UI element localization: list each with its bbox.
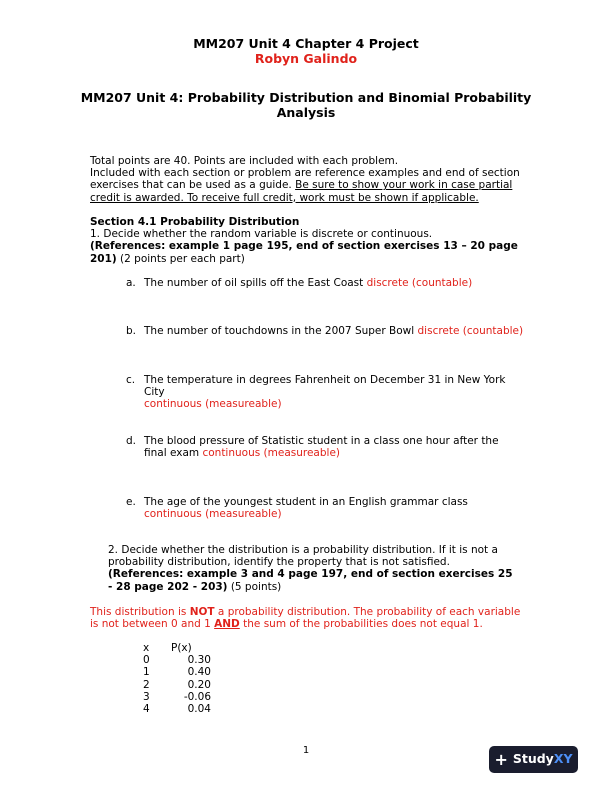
item-answer: continuous (measureable): [199, 447, 341, 460]
cell-px: 0.04: [187, 703, 211, 716]
item-label: b.: [126, 325, 137, 337]
question-1-text: 1. Decide whether the random variable is discrete or continuous.: [90, 228, 433, 241]
table-row: [143, 666, 211, 678]
studyxy-badge[interactable]: [489, 746, 578, 773]
answer-part-3: the sum of the probabilities does not equal 1.: [239, 618, 483, 631]
cell-px: -0.06: [183, 690, 211, 703]
question-2-answer: [90, 606, 530, 630]
intro-line-1: Total points are 40. Points are included with each problem.: [90, 155, 399, 167]
section-4-1-block: [90, 216, 530, 265]
table-row: [143, 679, 211, 691]
answer-not-emphasis: NOT: [189, 606, 215, 618]
intro-paragraph: [90, 155, 530, 204]
item-answer: continuous (measureable): [144, 398, 282, 411]
table-row: [143, 654, 211, 666]
cell-x: 4: [143, 703, 150, 716]
badge-xy: XY: [553, 751, 573, 767]
student-name: Robyn Galindo: [254, 51, 358, 66]
intro-line-2: [90, 167, 530, 204]
item-label: e.: [126, 496, 136, 508]
item-answer: discrete (countable): [366, 277, 473, 289]
probability-table: [143, 642, 211, 715]
question-1-ref-line: [90, 240, 530, 264]
section-heading: Section 4.1 Probability Distribution: [90, 216, 300, 228]
item-text: The blood pressure of Statistic student in a class one hour after the final exam: [144, 435, 499, 460]
cell-px: 0.40: [187, 666, 211, 679]
header-px: P(x): [171, 642, 192, 654]
plus-icon: +: [494, 749, 508, 769]
item-answer: continuous (measureable): [144, 508, 282, 521]
answer-part-1: This distribution is: [90, 606, 190, 618]
document-title: MM207 Unit 4: Probability Distribution and Binomial Probability Analysis: [80, 90, 532, 120]
item-text: The number of touchdowns in the 2007 Super Bowl: [144, 325, 418, 337]
item-label: d.: [126, 435, 137, 447]
item-text: The temperature in degrees Fahrenheit on December 31 in New York City: [144, 374, 506, 399]
question-2-text: 2. Decide whether the distribution is a probability distribution. If it is not a probability distribution, identify the property that is not satisfied.: [108, 544, 498, 569]
item-answer: discrete (countable): [417, 325, 524, 337]
cell-x: 2: [143, 678, 150, 691]
cell-x: 1: [143, 666, 150, 679]
table-header-row: [143, 642, 211, 654]
question-2-points: (5 points): [227, 580, 282, 593]
item-text: The number of oil spills off the East Coast: [144, 277, 367, 289]
answer-part-2: a probability distribution. The probability of each variable is not between 0 and 1: [90, 606, 521, 631]
badge-brand: [513, 753, 573, 765]
cell-x: 0: [143, 654, 150, 667]
intro-guide-text: Included with each section or problem are reference examples and end of section exercises that can be used as a guide.: [90, 167, 520, 192]
item-label: c.: [126, 374, 136, 386]
cell-px: 0.30: [187, 654, 211, 667]
item-label: a.: [126, 277, 136, 289]
question-1-points: (2 points per each part): [116, 252, 245, 265]
question-1-reference: (References: example 1 page 195, end of section exercises 13 – 20 page 201): [90, 240, 518, 265]
table-row: [143, 691, 211, 703]
question-2-reference: (References: example 3 and 4 page 197, end of section exercises 25 - 28 page 202 - 203): [108, 568, 513, 593]
item-text: The age of the youngest student in an English grammar class: [144, 496, 468, 508]
header-x: x: [143, 642, 150, 654]
table-row: [143, 703, 211, 715]
course-title: MM207 Unit 4 Chapter 4 Project: [193, 36, 419, 51]
intro-show-work-note: Be sure to show your work in case partial credit is awarded. To receive full credit, work must be shown if applicable.: [90, 179, 513, 204]
badge-study: Study: [512, 751, 554, 767]
question-2-block: [108, 544, 518, 593]
cell-x: 3: [143, 690, 150, 703]
page-number: 1: [302, 745, 310, 756]
answer-and-emphasis: AND: [214, 618, 240, 631]
cell-px: 0.20: [187, 678, 211, 691]
